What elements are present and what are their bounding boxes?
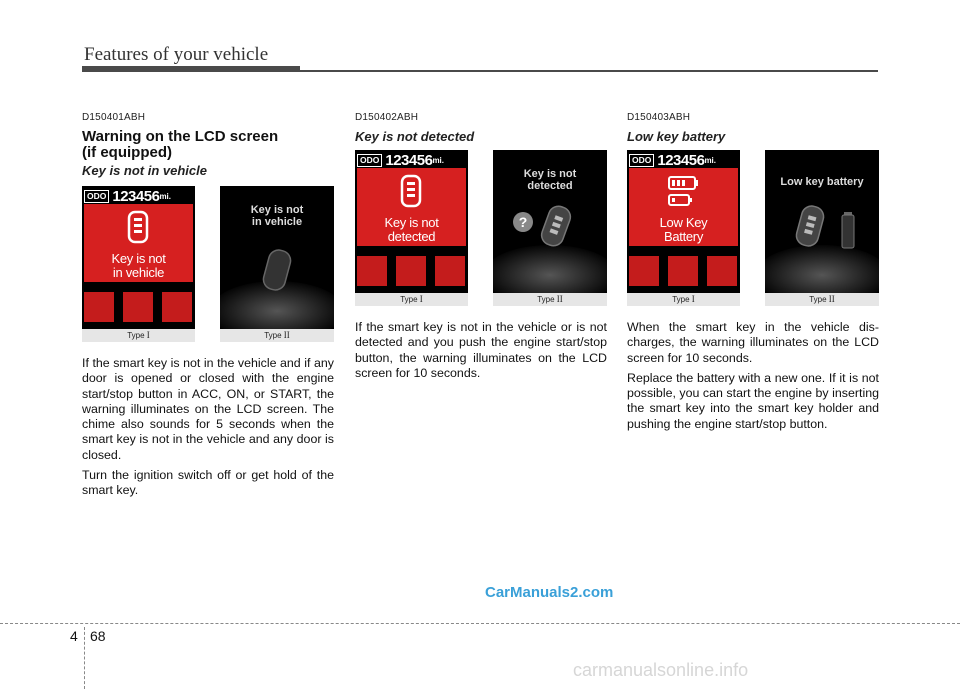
odometer xyxy=(84,189,171,203)
caption-text: Type xyxy=(400,295,420,304)
odometer xyxy=(357,153,444,167)
heading-line-1: Warning on the LCD screen xyxy=(82,128,279,145)
screen2-text xyxy=(220,204,334,228)
caption-type1 xyxy=(82,329,195,342)
smart-key-icon xyxy=(399,174,423,210)
odo-unit: mi. xyxy=(704,155,716,165)
header-rule xyxy=(300,70,878,72)
watermark-text: carmanualsonline.info xyxy=(573,660,749,680)
indicator-square xyxy=(629,256,659,286)
indicator-square xyxy=(357,256,387,286)
body-paragraph: If the smart key is not in the vehicle and if any door is opened or closed with the engine start/stop button in ACC, ON, or START, the warning illuminates on the LCD screen. The chime also sounds for 5 seconds when the smart key is not in the vehicle and any door is closed. xyxy=(82,356,334,462)
screen-text-line-1: Key is not xyxy=(384,215,439,230)
subheading: Low key battery xyxy=(627,129,726,144)
lcd-panel-type2 xyxy=(220,186,334,329)
indicator-square xyxy=(396,256,426,286)
subheading: Key is not detected xyxy=(355,129,475,144)
indicator-square xyxy=(162,292,192,322)
screen2-text xyxy=(765,176,879,188)
page-header-title: Features of your vehicle xyxy=(84,44,269,65)
subheading: Key is not in vehicle xyxy=(82,163,207,178)
caption-roman: II xyxy=(283,330,290,340)
caption-roman: II xyxy=(556,294,563,304)
screen-text-line-2: detected xyxy=(387,229,436,244)
smart-key-icon xyxy=(126,210,150,246)
smart-key-icon xyxy=(791,202,829,252)
footer-divider xyxy=(84,627,85,689)
smart-key-icon xyxy=(537,202,575,252)
caption-type2 xyxy=(493,293,607,306)
warning-screen xyxy=(629,168,738,246)
body-paragraph: When the smart key in the vehicle dis-charges, the warning illuminates on the LCD screen for 10 seconds. xyxy=(627,320,879,365)
screen2-line-1: Low key battery xyxy=(780,176,864,188)
caption-text: Type xyxy=(809,295,829,304)
indicator-square xyxy=(435,256,465,286)
screen-text-line-1: Key is not xyxy=(111,251,166,266)
screen2-line-1: Key is not xyxy=(523,168,577,180)
odometer xyxy=(629,153,716,167)
page-number: 68 xyxy=(90,628,106,644)
section-heading xyxy=(82,129,334,161)
warning-screen xyxy=(84,204,193,282)
caption-roman: I xyxy=(691,294,695,304)
caption-text: Type xyxy=(264,331,284,340)
section-code: D150401ABH xyxy=(82,112,146,123)
screen2-line-2: in vehicle xyxy=(251,216,303,228)
odo-label: ODO xyxy=(629,154,654,167)
caption-text: Type xyxy=(672,295,692,304)
section-code: D150403ABH xyxy=(627,112,691,123)
odo-value: 123456 xyxy=(385,151,433,169)
warning-screen xyxy=(357,168,466,246)
odo-label: ODO xyxy=(357,154,382,167)
footer-rule xyxy=(0,623,960,624)
watermark-link[interactable]: CarManuals2.com xyxy=(485,584,614,601)
indicator-square xyxy=(84,292,114,322)
section-key-not-detected xyxy=(355,112,607,386)
caption-type2 xyxy=(765,293,879,306)
lcd-panel-type1 xyxy=(82,186,195,329)
caption-type2 xyxy=(220,329,334,342)
odo-unit: mi. xyxy=(432,155,444,165)
lcd-panel-type1 xyxy=(355,150,468,293)
section-low-key-battery xyxy=(627,112,879,437)
odo-value: 123456 xyxy=(657,151,705,169)
screen2-text xyxy=(493,168,607,192)
header-bar xyxy=(82,66,300,72)
caption-type1 xyxy=(355,293,468,306)
heading-line-2: (if equipped) xyxy=(82,144,172,161)
body-paragraph: Replace the battery with a new one. If it is not possible, you can start the engine by inserting the smart key into the smart key holder and pushing the engine start/stop button. xyxy=(627,370,879,431)
caption-roman: I xyxy=(146,330,150,340)
smart-key-icon xyxy=(258,246,296,296)
caption-roman: I xyxy=(419,294,423,304)
figure-low-key-battery xyxy=(627,150,879,308)
caption-text: Type xyxy=(537,295,557,304)
battery-icon xyxy=(841,210,855,250)
indicator-square xyxy=(707,256,737,286)
caption-text: Type xyxy=(127,331,147,340)
section-code: D150402ABH xyxy=(355,112,419,123)
lcd-panel-type2 xyxy=(493,150,607,293)
screen-text-line-2: Battery xyxy=(663,229,704,244)
odo-value: 123456 xyxy=(112,187,160,205)
odo-label: ODO xyxy=(84,190,109,203)
screen-text-line-1: Low Key xyxy=(659,215,708,230)
battery-icon xyxy=(665,174,701,210)
screen-text-line-2: in vehicle xyxy=(112,265,165,280)
caption-type1 xyxy=(627,293,740,306)
odo-unit: mi. xyxy=(159,191,171,201)
panel-glow xyxy=(765,245,879,293)
indicator-square xyxy=(123,292,153,322)
indicator-square xyxy=(668,256,698,286)
body-paragraph: Turn the ignition switch off or get hold of the smart key. xyxy=(82,468,334,498)
lcd-panel-type1 xyxy=(627,150,740,293)
question-mark-icon: ? xyxy=(513,212,533,232)
section-key-not-in-vehicle xyxy=(82,112,334,504)
figure-key-not-detected xyxy=(355,150,607,308)
caption-roman: II xyxy=(828,294,835,304)
figure-key-not-in-vehicle xyxy=(82,186,334,344)
panel-glow xyxy=(493,245,607,293)
lcd-panel-type2 xyxy=(765,150,879,293)
chapter-number: 4 xyxy=(70,628,78,644)
screen2-line-1: Key is not xyxy=(250,204,304,216)
screen2-line-2: detected xyxy=(527,180,573,192)
body-paragraph: If the smart key is not in the vehicle or is not detected and you push the engine start/stop button, the warning illuminates on the LCD screen for 10 seconds. xyxy=(355,320,607,380)
